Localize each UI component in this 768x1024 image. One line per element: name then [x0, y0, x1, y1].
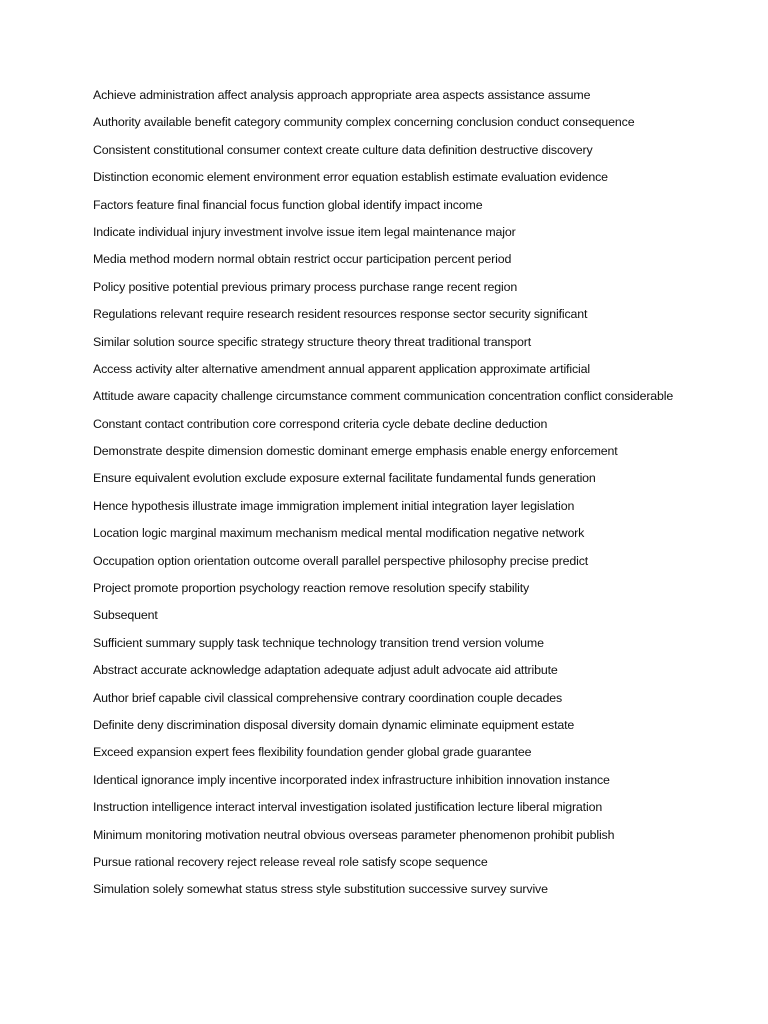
word-list-line: Indicate individual injury investment involve issue item legal maintenance major — [93, 224, 516, 239]
word-list-line: Author brief capable civil classical comprehensive contrary coordination couple decades — [93, 690, 563, 705]
word-list-line: Similar solution source specific strategy structure theory threat traditional transport — [93, 334, 532, 349]
word-list-line: Definite deny discrimination disposal diversity domain dynamic eliminate equipment estate — [93, 717, 575, 732]
word-list-line: Location logic marginal maximum mechanism medical mental modification negative network — [93, 526, 585, 541]
word-list-line: Achieve administration affect analysis approach appropriate area aspects assistance assume — [93, 88, 591, 102]
word-list-line: Regulations relevant require research resident resources response sector security significant — [93, 307, 588, 322]
word-list-line: Abstract accurate acknowledge adaptation adequate adjust adult advocate aid attribute — [93, 663, 558, 678]
word-list-line: Ensure equivalent evolution exclude exposure external facilitate fundamental funds generation — [93, 471, 596, 486]
word-list-line: Hence hypothesis illustrate image immigration implement initial integration layer legislation — [93, 498, 575, 513]
word-list-line: Attitude aware capacity challenge circumstance comment communication concentration conflict considerable — [93, 389, 674, 404]
word-list-line: Instruction intelligence interact interval investigation isolated justification lecture liberal migration — [93, 800, 603, 815]
word-list-line: Policy positive potential previous primary process purchase range recent region — [93, 279, 518, 294]
word-list-line: Access activity alter alternative amendment annual apparent application approximate artificial — [93, 361, 590, 376]
word-list-line: Factors feature final financial focus function global identify impact income — [93, 197, 483, 212]
word-list-line: Project promote proportion psychology reaction remove resolution specify stability — [93, 581, 530, 596]
word-list-line: Exceed expansion expert fees flexibility foundation gender global grade guarantee — [93, 745, 532, 760]
word-list-line: Demonstrate despite dimension domestic dominant emerge emphasis enable energy enforcement — [93, 444, 618, 459]
word-list-line: Identical ignorance imply incentive incorporated index infrastructure inhibition innovation instance — [93, 772, 610, 787]
word-list-line: Pursue rational recovery reject release reveal role satisfy scope sequence — [93, 854, 488, 869]
word-list-line: Minimum monitoring motivation neutral obvious overseas parameter phenomenon prohibit publish — [93, 827, 615, 842]
word-list-line: Constant contact contribution core correspond criteria cycle debate decline deduction — [93, 416, 548, 431]
word-list — [93, 87, 683, 909]
word-list-line: Distinction economic element environment error equation establish estimate evaluation evidence — [93, 170, 608, 185]
word-list-line: Subsequent — [93, 608, 158, 623]
word-list-line: Occupation option orientation outcome overall parallel perspective philosophy precise predict — [93, 553, 589, 568]
word-list-line: Consistent constitutional consumer context create culture data definition destructive discovery — [93, 142, 593, 157]
word-list-line: Simulation solely somewhat status stress style substitution successive survey survive — [93, 882, 548, 897]
word-list-line: Sufficient summary supply task technique technology transition trend version volume — [93, 635, 544, 650]
word-list-line: Authority available benefit category community complex concerning conclusion conduct consequence — [93, 115, 635, 130]
word-list-line: Media method modern normal obtain restrict occur participation percent period — [93, 252, 512, 267]
